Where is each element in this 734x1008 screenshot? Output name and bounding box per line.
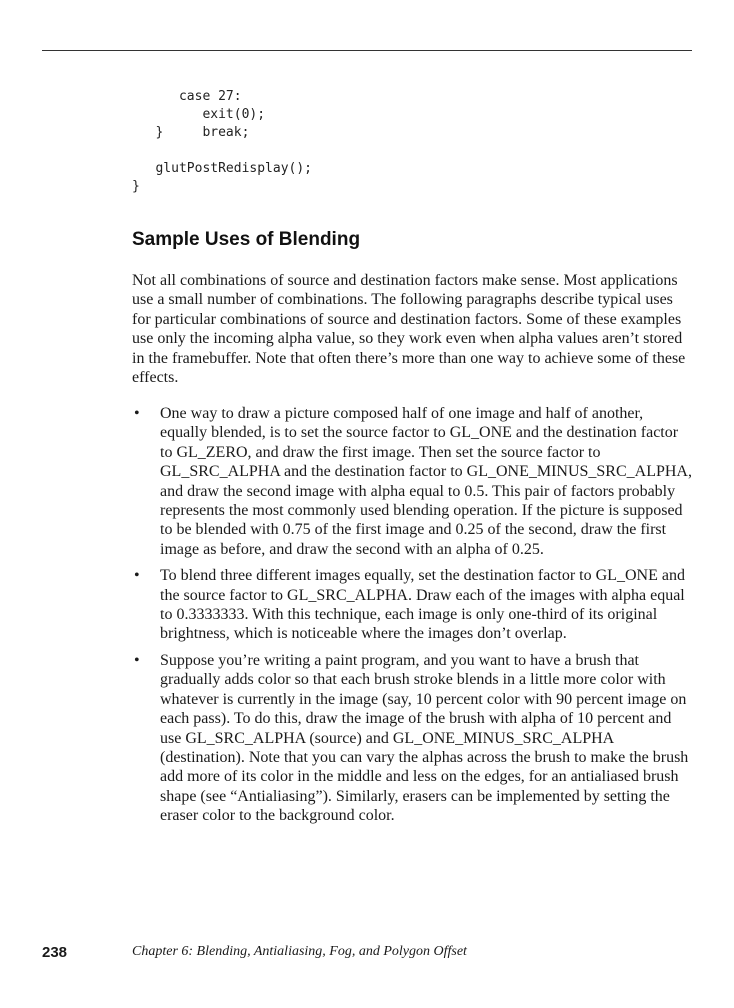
bullet-icon: • — [134, 651, 140, 669]
code-line: } break; — [132, 125, 250, 140]
code-listing — [132, 88, 312, 196]
code-line: exit(0); — [132, 107, 266, 122]
bullet-text: Suppose you’re writing a paint program, and you want to have a brush that gradually adds color so that each brush stroke blends in a little more color with whatever is currently in the image (say, 10 percent color with 90 percent image on each pass). To do this, draw the image of the brush with alpha of 10 percent and use GL_SRC_ALPHA (source) and GL_ONE_MINUS_SRC_ALPHA (destination). Note that you can vary the alphas across the brush to make the brush add more of its color in the middle and less on the edges, for an antialiased brush shape (see “Antialiasing”). Similarly, erasers can be implemented by setting the eraser color to the background color. — [160, 651, 689, 825]
page-number: 238 — [42, 944, 68, 961]
top-rule — [42, 50, 692, 51]
bullet-item — [132, 404, 692, 559]
bullet-icon: • — [134, 567, 140, 585]
bullet-list — [132, 404, 692, 833]
intro-paragraph: Not all combinations of source and destination factors make sense. Most applications use a small number of combinations. The following paragraphs describe typical uses for particular combinations of source and destination factors. Some of these examples use only the incoming alpha value, so they work even when alpha values aren’t stored in the framebuffer. Note that often there’s more than one way to achieve some of these effects. — [132, 272, 686, 387]
code-line: case 27: — [132, 89, 242, 104]
bullet-item — [132, 566, 692, 644]
bullet-icon: • — [134, 405, 140, 422]
bullet-text: To blend three different images equally, set the destination factor to GL_ONE and the source factor to GL_SRC_ALPHA. Draw each of the images with alpha equal to 0.3333333. With this technique, each image is only one-third of its original brightness, which is noticeable where the images don’t overlap. — [160, 567, 685, 643]
code-line: glutPostRedisplay(); — [132, 161, 313, 176]
page-footer — [0, 944, 734, 964]
code-line: } — [132, 179, 140, 194]
section-heading: Sample Uses of Blending — [132, 229, 361, 250]
running-chapter-title: Chapter 6: Blending, Antialiasing, Fog, and Polygon Offset — [132, 944, 467, 959]
bullet-item — [132, 651, 692, 826]
bullet-text: One way to draw a picture composed half of one image and half of another, equally blended, is to set the source factor to GL_ONE and the destination factor to GL_ZERO, and draw the first image. Then set the source factor to GL_SRC_ALPHA and the destination factor to GL_ONE_MINUS_SRC_ALPHA, and draw the second image with alpha equal to 0.5. This pair of factors probably represents the most commonly used blending operation. If the picture is supposed to be blended with 0.75 of the first image and 0.25 of the second, draw the first image as before, and draw the second with an alpha of 0.25. — [160, 405, 692, 558]
